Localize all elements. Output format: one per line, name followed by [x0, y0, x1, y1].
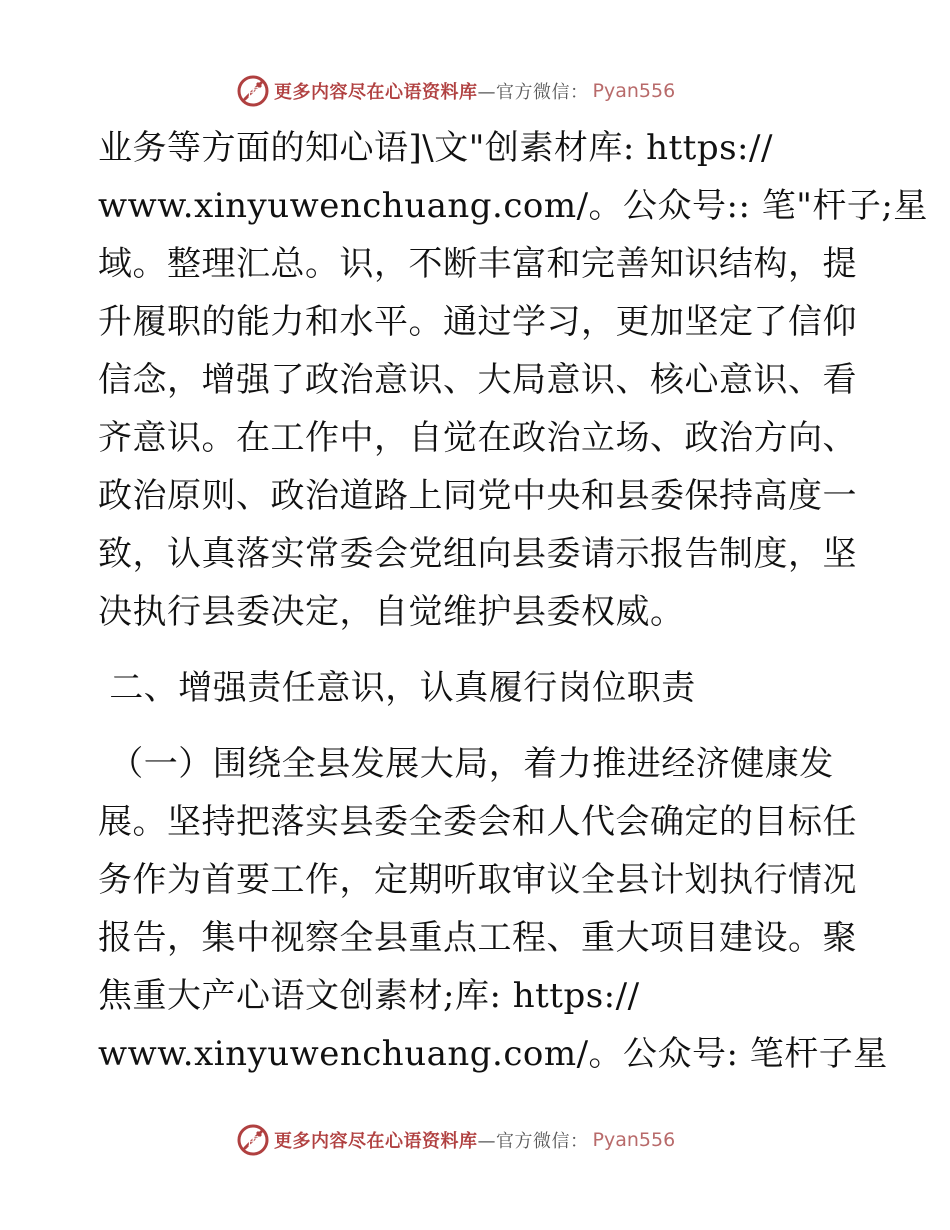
body-line: 报告，集中视察全县重点工程、重大项目建设。聚	[98, 918, 857, 958]
section-heading: 二、增强责任意识，认真履行岗位职责	[98, 668, 696, 708]
body-line: www.xinyuwenchuang.com/。公众号: 笔杆子星	[98, 1034, 888, 1074]
banner-wechat-id: Pyan556	[592, 1129, 676, 1151]
body-line: 业务等方面的知心语]\文"创素材库: https://	[98, 128, 773, 168]
banner-wechat-label: —官方微信：	[477, 82, 589, 103]
banner-wechat-label: —官方微信：	[477, 1131, 589, 1152]
body-line: 展。坚持把落实县委全委会和人代会确定的目标任	[98, 802, 857, 842]
pen-logo-icon	[236, 74, 270, 108]
body-line: 升履职的能力和水平。通过学习，更加坚定了信仰	[98, 302, 857, 342]
svg-text:语: 语	[246, 1135, 260, 1149]
body-line: 致，认真落实常委会党组向县委请示报告制度，坚	[98, 534, 857, 574]
pen-logo-icon	[236, 1123, 270, 1157]
body-line: 齐意识。在工作中，自觉在政治立场、政治方向、	[98, 418, 857, 458]
body-line: www.xinyuwenchuang.com/。公众号:: 笔"杆子;星	[98, 186, 928, 226]
svg-text:语: 语	[246, 86, 260, 100]
header-banner	[236, 73, 675, 109]
body-line: 政治原则、政治道路上同党中央和县委保持高度一	[98, 476, 857, 516]
footer-banner	[236, 1122, 675, 1158]
body-line: 焦重大产心语文创素材;库: https://	[98, 976, 640, 1016]
banner-title: 更多内容尽在心语资料库	[274, 1131, 478, 1152]
banner-title: 更多内容尽在心语资料库	[274, 82, 478, 103]
body-line: 务作为首要工作，定期听取审议全县计划执行情况	[98, 860, 857, 900]
body-line: 域。整理汇总。识，不断丰富和完善知识结构，提	[98, 244, 857, 284]
body-line: 决执行县委决定，自觉维护县委权威。	[98, 592, 685, 632]
subsection-heading: （一）围绕全县发展大局，着力推进经济健康发	[98, 744, 834, 784]
body-line: 信念，增强了政治意识、大局意识、核心意识、看	[98, 360, 857, 400]
banner-wechat-id: Pyan556	[592, 80, 676, 102]
